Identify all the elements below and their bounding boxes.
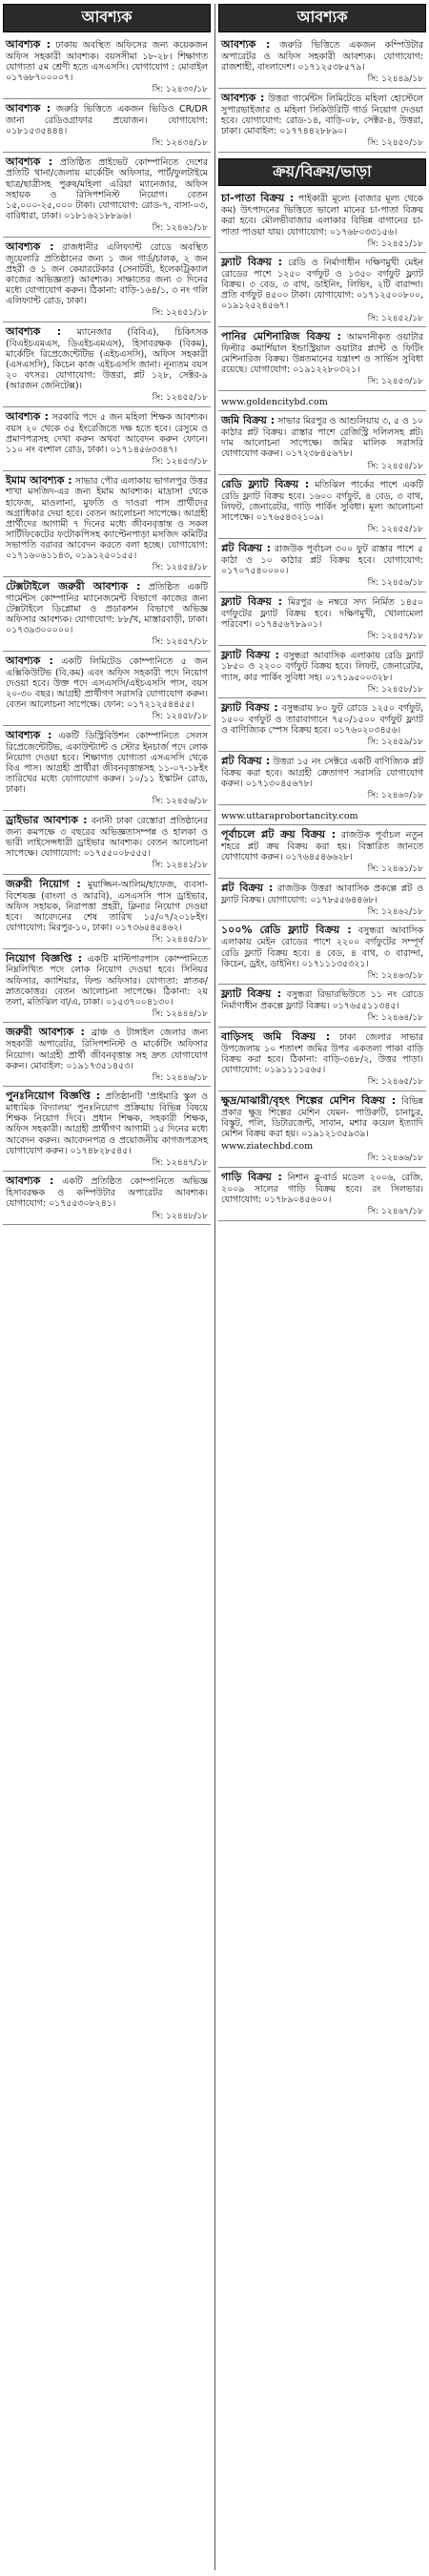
ad-reference-code: সি: ১২৪৫৫/১৮ bbox=[152, 393, 208, 404]
classified-ad bbox=[218, 921, 426, 985]
ad-reference-code: সি: ১২৪৬০/১৮ bbox=[367, 791, 423, 801]
ad-headline: ক্ষুদ্র/মাঝারী/বৃহৎ শিল্পের মেশিন বিক্রয় : bbox=[221, 1093, 397, 1107]
ad-headline: টেক্সটাইলে জরুরী আবশ্যক : bbox=[6, 579, 141, 592]
ad-headline: আবশ্যক : bbox=[6, 101, 51, 114]
ad-website-link[interactable]: www.goldencitybd.com bbox=[221, 397, 328, 408]
ad-body: আমদানীকৃত ওয়াটার ফিল্টার কমার্শিয়াল ইন্ডাস্ট্রিয়াল ওয়াটার প্ল্যান্ট ও ফিটিং মেশিনারিজ বিক্রয়। উন্নতমানের যন্ত্রাংশ ও সার্ভিস সুবিধা রয়েছে। যোগাযোগ: ০১৯১২২৮০৩২১। bbox=[221, 332, 424, 376]
ad-body: একটি ডিস্ট্রিবিউশন কোম্পানিতে সেলস রিপ্রেজেন্টেটিভ, একাউন্ট্যান্ট ও স্টোর ইনচার্জ পদে লোক নিয়োগ দেওয়া হবে। শিক্ষাগত যোগ্যতা এসএসসি থেকে বিএ পাস। আগ্রহী প্রার্থীরা জীবনবৃত্তান্তসহ ১১-০৭-১৮ইং তারিখের মধ্যে যোগাযোগ করুন। ১০/১১ ইস্কাটন রোড, ঢাকা। bbox=[6, 730, 208, 795]
classified-ad bbox=[3, 238, 211, 322]
classified-ad bbox=[218, 592, 426, 646]
classified-ad bbox=[218, 1168, 426, 1221]
ad-headline: ইমাম আবশ্যক : bbox=[6, 473, 72, 487]
ad-headline: ফ্ল্যাট বিক্রয় : bbox=[221, 987, 282, 1001]
left-ad-list bbox=[3, 35, 211, 1225]
classified-ad bbox=[218, 985, 426, 1028]
ad-reference-code: সি: ১২৪৪১/১৮ bbox=[152, 860, 208, 870]
ad-body: বনানী ঢাকা রেস্তোরা প্রতিষ্ঠানের জন্য কমপক্ষে ৩ বছরের অভিজ্ঞতাসম্পন্ন ও হালকা ও ভারী লাইসেন্সধারী ড্রাইভার আবশ্যক। বেতন আলোচনা সাপেক্ষে। যোগাযোগ: ০১৭৫৫০০৮৫৫৫। bbox=[6, 815, 209, 859]
ad-headline: গাড়ি বিক্রয় : bbox=[221, 1170, 282, 1183]
classified-ad bbox=[3, 875, 211, 949]
ad-headline: ফ্ল্যাট বিক্রয় : bbox=[221, 256, 283, 269]
ad-body: বসুন্ধরা রিভারভিউতে ১১ নং রোডে নির্মাণাধীন প্রকল্পে ফ্ল্যাট বিক্রয়। ০১৭৬৫৫১১৩৪৫। bbox=[221, 989, 423, 1012]
ad-body: রাজউক পূর্বাচল ৩০০ ফুট রাস্তার পাশে ৫ কাঠা ও ১০ কাঠার প্লট বিক্রয় হবে। যোগাযোগ: ০১৭০৭৫৪০০০০। bbox=[221, 543, 423, 577]
classified-ad bbox=[3, 153, 211, 238]
ad-body: একটি লিমিটেড কোম্পানিতে ৫ জন এক্সিকিউটিভ (বি.কম) এবং অফিস সহকারী পদে নিয়োগ দেওয়া হবে। উক্ত পদে এসএসসি/এইচএসসি পাস, বয়স ২০-৩০ বছর। আগ্রহী প্রার্থীগণ সরাসরি যোগাযোগ করুন। বেতন আলোচনা সাপেক্ষে। ফোন: ০১৭২১২৫৪৪৫৫। bbox=[6, 655, 209, 710]
right-column bbox=[218, 4, 426, 1221]
ad-reference-code: সি: ১২৪৬২/১৮ bbox=[367, 906, 423, 917]
classified-ad bbox=[3, 35, 211, 99]
ad-body: সরকারি পদে ৫ জন মহিলা শিক্ষক আবশ্যক। বয়স ২০ থেকে ৩৫ ইংরেজিতে দক্ষ হতে হবে। রেসুমে ও প্রমাণপত্রসহ দেখা করুন অথবা আবেদন করুন ফোনে। ১১০ নং বংশাল রোড, ঢাকা। ০১৭১৪৫৬৩৩৪৭। bbox=[6, 411, 208, 455]
ad-body: জরুরি ভিত্তিতে একজন ভিডিও CR/DR জানা রেডিওগ্রাফার প্রয়োজন। যোগাযোগ: ০১৮১৫৩৫৪৪৪। bbox=[6, 103, 208, 136]
classified-ad bbox=[218, 1091, 426, 1168]
ad-body: ব্রাঞ্চ ও টাঙ্গাইল জেলার জন্য সহকারী অপারেটর, রিসিপশনিস্ট ও মার্কেটিং অফিসার নিয়োগ। আগ্রহী প্রার্থী জীবনবৃত্তান্ত সহ দ্রুত যোগাযোগ করুন। মোবাইল: ০১৯১৭৩৫১৪৫৩। bbox=[6, 1028, 209, 1071]
section-header-wanted: আবশ্যক bbox=[3, 4, 211, 32]
classified-ad bbox=[3, 1172, 211, 1225]
ad-headline: আবশ্যক : bbox=[6, 654, 53, 667]
ad-headline: চা-পাতা বিক্রয় : bbox=[221, 192, 295, 205]
ad-body: নিশান ব্লু-বার্ড মডেল ২০০৬, রেজি. ২০০৯ সালের গাড়ি বিক্রয় হবে। রং সিলভার। যোগাযোগ: ০১৭৮৯০৪৫৬০০। bbox=[221, 1172, 423, 1205]
ad-reference-code: সি: ১২৪৫৬/১৮ bbox=[367, 578, 423, 589]
ad-reference-code: সি: ১২৪৫২/১৮ bbox=[367, 313, 423, 323]
classified-ad bbox=[3, 652, 211, 726]
ad-reference-code: সি: ১২৪৬১/১৮ bbox=[152, 222, 208, 233]
classified-ad bbox=[218, 752, 426, 805]
ad-headline: নিয়োগ বিজ্ঞপ্তি : bbox=[6, 951, 83, 965]
classified-ad bbox=[3, 99, 211, 153]
ad-body: সাভার মিরপুর ও আশুলিয়ায় ৩, ৫ ও ১০ কাঠার প্লট বিক্রয়। রাস্তার পাশে রেজিস্ট্রি দলিলসহ প্লট। দাম আলোচনা সাপেক্ষে। জমির মালিক সরাসরি যোগাযোগ করুন। ০১৭২৩৮৪৫৬৭৮। bbox=[221, 416, 424, 460]
ad-body: বসুন্ধরায় ৮০ ফুট রোডে ১২৫০ বর্গফুট, ১৫০০ বর্গফুট ও তারাবাগানে ৭৫০/১৫০০ বর্গফুট ফ্ল্যাট ও বাণিজ্যিক স্পেস বিক্রয় হবে। ০১৭৬০২০৩৪৫৬। bbox=[221, 703, 424, 737]
classified-ad bbox=[3, 811, 211, 875]
ad-reference-code: সি: ১২৪৬৭/১৮ bbox=[367, 1207, 423, 1217]
ad-reference-code: সি: ১২৪৫৪/১৮ bbox=[367, 461, 423, 471]
ad-reference-code: সি: ১২৪৫৩/১৮ bbox=[367, 377, 423, 387]
ad-body: পাইকারী মূল্যে (বাজার মূল্য থেকে কম) উৎপাদনের ভিত্তিতে ভালো মানের চা-পাতা বিক্রয় করা হবে। মৌলভীবাজার এলাকার বিভিন্ন বাগানের চা-পাতা পাওয়া যায়। যোগাযোগ: ০১৭৬৮০৩৩১৫৬। bbox=[221, 194, 423, 238]
classified-ad bbox=[3, 726, 211, 811]
classified-ad bbox=[3, 322, 211, 407]
ad-headline: আবশ্যক : bbox=[6, 155, 53, 168]
ad-body: ঢাকা জেলার সাভার উপজেলায় ১০ শতাংশ জমির উপর একতলা পাকা বাড়ি বিক্রয় করা হবে। ঠিকানা: বাড়ি-৩৪৮/২, উত্তর পাড়া। যোগাযোগ: ০১৯১১১১৫৬৫। bbox=[221, 1031, 423, 1076]
ad-body: রাজউক পূর্বাচল নতুন শহরে প্লট ক্রয় বিক্রয় করা হয়। বিস্তারিত জানতে যোগাযোগ করুন। ০১৭৬৪৫৪৬৬২৮। bbox=[221, 830, 424, 863]
ad-website-link[interactable]: www.uttaraprobortancity.com bbox=[221, 810, 358, 821]
ad-reference-code: সি: ১২৪৫৭/১৮ bbox=[152, 637, 208, 648]
classified-ad bbox=[3, 471, 211, 577]
ad-headline: জমি বিক্রয় : bbox=[221, 414, 276, 427]
ad-reference-code: সি: ১২৪৪৫/১৮ bbox=[152, 934, 208, 945]
ad-headline: পানির মেশিনারিজ বিক্রয় : bbox=[221, 330, 341, 343]
classified-ad bbox=[3, 407, 211, 471]
ad-reference-code: সি: ১২৪৪৮/১৮ bbox=[152, 1211, 208, 1221]
ad-reference-code: সি: ১২৪৬৫/১৮ bbox=[367, 1077, 423, 1088]
ad-reference-code: সি: ১২৪৪৭/১৮ bbox=[152, 1157, 208, 1168]
ad-headline: রেডি ফ্ল্যাট বিক্রয় : bbox=[221, 478, 310, 491]
ad-headline: ফ্ল্যাট বিক্রয় : bbox=[221, 594, 283, 608]
classified-ad bbox=[3, 1087, 211, 1172]
ad-reference-code: সি: ১২৪৪৯/১৮ bbox=[367, 74, 423, 85]
ad-reference-code: সি: ১২৪৫৪/১৮ bbox=[152, 563, 208, 573]
column-divider bbox=[214, 4, 215, 2570]
ad-body: রাজধানীর এলিফ্যান্ট রোডে অবস্থিত জুয়েলারি প্রতিষ্ঠানের জন্য ১ জন গার্ড/চালক, ২ জন প্রহরী ও ১ জন কেয়ারটেকার (সেনাটরী, ইলেকট্রিক্যাল কাজের অভিজ্ঞতা) আবশ্যক। সাক্ষাতের জন্য ৩ দিনের মধ্যে যোগাযোগ করুন। ঠিকানা: বাড়ি-১৬৪/১, ৩ নং গলি এলিফ্যান্ট রোড, ঢাকা। bbox=[6, 241, 208, 306]
classified-ad bbox=[218, 253, 426, 327]
ad-body: উত্তরা ১৫ নং সেক্টরে একটি বাণিজ্যিক প্লট বিক্রয় করা হবে। আগ্রহী ক্রেতাগণ সরাসরি যোগাযোগ করুন। ০১৭১৩০৪৫৬৭৮। bbox=[221, 757, 424, 790]
ad-headline: প্লট বিক্রয় : bbox=[221, 755, 271, 768]
ad-headline: পুনঃনিয়োগ বিজ্ঞপ্তি : bbox=[6, 1090, 101, 1103]
ad-reference-code: সি: ১২৪৫৮/১৮ bbox=[152, 712, 208, 722]
ad-headline: আবশ্যক : bbox=[6, 1174, 54, 1188]
ad-headline: আবশ্যক : bbox=[221, 37, 271, 51]
ad-body: বসুন্ধরা আবাসিক এলাকায় রেডি ফ্ল্যাট ১৮৫০ ও ২২০০ বর্গফুট বিক্রয় হবে। লিফট, জেনারেটর, গ্যাস, কার পার্কিং সুবিধা সহ। ০১৭১৯৫০০৩২৮। bbox=[221, 650, 423, 683]
ad-headline: বাড়িসহ জমি বিক্রয় : bbox=[221, 1029, 331, 1043]
ad-headline: আবশ্যক : bbox=[6, 37, 51, 51]
ad-body: বসুন্ধরা আবাসিক এলাকায় মেইন রোডের পাশে ২২০০ বর্গফুটের সম্পূর্ণ রেডি ফ্ল্যাট বিক্রয় হবে। ৪ বেড, ৪ বাথ, ৩ বারান্দা, কিচেন, ড্রইং, ডাইনিং। ০১৭১১১৩৫৩২১। bbox=[221, 925, 424, 969]
ad-headline: জরুরী আবশ্যক : bbox=[6, 1026, 85, 1039]
ad-reference-code: সি: ১২৪৫৮/১৮ bbox=[367, 684, 423, 695]
ad-body: ম্যানেজার (বিবিএ), চিকিৎসক (বিএইচএমএস, ডিএইচএমএস), হিসাবরক্ষক (বিকম), মার্কেটিং রিপ্রেজেন্টেটিভ (এইচএসসি), অফিস সহকারী (এসএসসি), কিচেন কাজ এইচএসসি জানা। নূন্যতম বয়স ২০ বৎসর। যোগাযোগ: উত্তরা, প্লট ১২৮, সেক্টর-৯ (আরজন জেনিটেক্স)। bbox=[6, 326, 209, 391]
section-header-buy-sell-rent: ক্রয়/বিক্রয়/ভাড়া bbox=[218, 158, 426, 187]
ad-reference-code: সি: ১২৪৬৬/১৮ bbox=[367, 1153, 423, 1164]
ad-headline: ড্রাইভার আবশ্যক : bbox=[6, 813, 88, 826]
ad-reference-code: সি: ১২৪৩০/১৮ bbox=[152, 85, 208, 95]
classified-ad bbox=[218, 411, 426, 475]
ad-website-link[interactable]: www.ziatechbd.com bbox=[221, 1141, 314, 1153]
ad-reference-code: সি: ১২৪৫৭/১৮ bbox=[367, 631, 423, 641]
section-header-wanted-right: আবশ্যক bbox=[218, 4, 426, 32]
ad-body: মতিঝিল পার্কের পাশে একটি রেডি ফ্ল্যাট বিক্রয় হবে। ১৬০০ বর্গফুট, ৪ বেড, ৩ বাথ, লিফট, জেনারেটর, গাড়ি পার্কিং সুবিধা। মূল্য আলোচনা সাপেক্ষে। ০১৭৬৫৪৩২১০৯। bbox=[221, 480, 423, 524]
ad-reference-code: সি: ১২৪৫৯/১৮ bbox=[367, 737, 423, 748]
ad-headline: পূর্বাচলে প্লট ক্রয় বিক্রয় : bbox=[221, 828, 337, 841]
ad-reference-code: সি: ১২৪৬৩/১৮ bbox=[367, 970, 423, 981]
classified-ad bbox=[218, 805, 426, 825]
ad-reference-code: সি: ১২৪৬৪/১৮ bbox=[367, 1013, 423, 1024]
classified-ad bbox=[218, 879, 426, 922]
left-column bbox=[3, 4, 211, 1225]
ad-reference-code: সি: ১২৪৪৬/১৮ bbox=[152, 1072, 208, 1083]
ad-body: রেডি ও নির্মাণাধীন দক্ষিণমুখী মেইন রোডের পাশে ১২৫০ বর্গফুট ও ১৩৫০ বর্গফুট ফ্ল্যাট বিক্রয়। ৩ বেড, ৩ বাথ, ডাইনিং, লিভিং, ২টি বারান্দা। প্রতি বর্গফুট ৪৫০০ টাকা। যোগাযোগ: ০১৭১২৫০০৮০০, ০১৯১২৫২৪৫৬৭। bbox=[221, 258, 423, 312]
classified-ad bbox=[3, 1023, 211, 1087]
ad-headline: আবশ্যক : bbox=[6, 728, 52, 741]
classified-ad bbox=[218, 89, 426, 153]
classified-ad bbox=[218, 391, 426, 411]
ad-reference-code: সি: ১২৪৫৫/১৮ bbox=[367, 525, 423, 535]
right-sales-ad-list bbox=[218, 189, 426, 1220]
ad-reference-code: সি: ১২৪৫১/১৮ bbox=[152, 307, 208, 318]
ad-body: প্রতিষ্ঠিত একটি গার্মেন্টস কোম্পানির ম্যানেজমেন্ট বিভাগে কাজের জন্য টেক্সটাইলে ডিপ্লোমা ও প্রডাকশন বিভাগে অভিজ্ঞ অফিসার আবশ্যক। যোগাযোগ: ৮৮/খ, মাস্তারবাড়ী, ঢাকা। ০১৭৩৯৩০০০০০। bbox=[6, 581, 208, 635]
ad-headline: ফ্ল্যাট বিক্রয় : bbox=[221, 701, 278, 715]
classified-ad bbox=[218, 1028, 426, 1091]
ad-headline: আবশ্যক : bbox=[6, 409, 50, 423]
ad-reference-code: সি: ১২৪৫৬/১৮ bbox=[152, 797, 208, 807]
classified-ad bbox=[3, 577, 211, 652]
classified-ad bbox=[218, 327, 426, 391]
ad-body: একটি প্রতিষ্ঠিত কোম্পানিতে অভিজ্ঞ হিসাবরক্ষক ও কম্পিউটার অপারেটর আবশ্যক। যোগাযোগ: ০১৭৫৫৩০৮২৪১। bbox=[6, 1176, 208, 1210]
ad-reference-code: সি: ১২৪৫৩/১৮ bbox=[152, 456, 208, 467]
ad-headline: জরুরী নিয়োগ : bbox=[6, 877, 81, 890]
ad-body: প্রতিষ্ঠানটি 'প্রাইমারি স্কুল ও মাধ্যমিক বিদ্যালয়' পুনঃনিয়োগ প্রক্রিয়ায় বিভিন্ন বিষয়ে শিক্ষক নিয়োগ দিবে। প্রধান শিক্ষক, সহকারী শিক্ষক, অফিস সহকারী। আগ্রহী প্রার্থীগণ আগামী ১৫ দিনের মধ্যে আবেদন করুন। আবেদনপত্র ও প্রয়োজনীয় কাগজপত্রসহ যোগাযোগ করুন। ০১৭৪৮২৮৫৪৫। bbox=[6, 1091, 208, 1156]
ad-headline: ফ্ল্যাট বিক্রয় : bbox=[221, 648, 279, 661]
ad-headline: ১০০% রেডি ফ্ল্যাট বিক্রয় : bbox=[221, 924, 352, 937]
classified-ad bbox=[218, 189, 426, 253]
classified-ad bbox=[218, 825, 426, 879]
ad-body: উত্তরা গার্মেন্টস লিমিটেডে মহিলা হোস্টেলে সুপারভাইজার ও মহিলা সিকিউরিটি গার্ড নিয়োগ দেওয়া হবে। যোগাযোগ: রোড-১৪, বাড়ি-০৮, সেক্টর-৪, উত্তরা, ঢাকা। মোবাইল: ০১৭৭৪৪২৮৮৯০। bbox=[221, 93, 423, 136]
ad-body: প্রতিষ্ঠিত প্রাইভেট কোম্পানিতে দেশের প্রতিটি থানা/জেলায় মার্কেটিং অফিসার, পার্ট/ফুলটাইমে ছাত্র/ছাত্রীসহ পুরুষ/মহিলা এরিয়া ম্যানেজার, অফিস সহায়ক ও রিসিপশনিস্ট নিয়োগ। বেতন ১৫,০০০-২৫,০০০ টাকা। যোগাযোগ: রোড-৭, বাসা-০৩, বারিধারা, ঢাকা। ০১৮১৬২১৮৮৯৬। bbox=[6, 156, 209, 221]
ad-headline: আবশ্যক : bbox=[6, 239, 54, 253]
ad-body: সাভার পৌর এলাকায় ভাগলপুর উত্তর শাখা মসজিদ-এর জন্য ইমাম আবশ্যক। মাদ্রাসা থেকে হাফেজ, মাওলানা, মুফতি ও দাওরা পাস প্রার্থীদের অগ্রাধিকার দেয়া হবে। বেতন আলোচনা সাপেক্ষে। আগ্রহী প্রার্থীদের আগামী ৭ দিনের মধ্যে জীবনবৃত্তান্ত ও সকল সার্টিফিকেটের ফটোকপিসহ ক্যাপ্টেনপাড়া মসজিদ কমিটির সভাপতি বরাবর আবেদন করতে বলা হচ্ছে। যোগাযোগ: ০১৭১৬০৬১১৪৩, ০১৯১২৫০১৫৫। bbox=[6, 475, 208, 562]
ad-reference-code: সি: ১২৪৩৪/১৮ bbox=[152, 137, 208, 148]
classified-ad bbox=[218, 646, 426, 699]
right-top-ad-list bbox=[218, 35, 426, 153]
classified-ad bbox=[218, 539, 426, 592]
classified-ad bbox=[3, 949, 211, 1024]
ad-headline: আবশ্যক : bbox=[221, 91, 265, 104]
ad-body: একটি মাল্টিপারপাস কোম্পানিতে নিম্নলিখিত পদে লোক নিয়োগ দেওয়া হবে। সিনিয়র অফিসার, ক্যাশিয়ার, ফিল্ড অফিসার। যোগ্যতা: স্নাতক/স্নাতকোত্তর। বেতন আলোচনা সাপেক্ষে। ঠিকানা: ২য় তলা, মতিঝিল বা/এ, ঢাকা। ০১৫৩৭০০৪১৩০। bbox=[6, 953, 208, 1008]
ad-body: বিভিন্ন প্রকার ক্ষুদ্র শিল্পের মেশিন যেমন- পাউরুটি, চানাচুর, বিস্কুট, পলি, ডিটারজেন্ট, সাবান, মশার কয়েল ইত্যাদি মেশিন বিক্রয় করা হয়। ০১৯১২১৩৫৯৩৯। bbox=[221, 1095, 423, 1139]
ad-reference-code: সি: ১২৪৬১/১৮ bbox=[367, 864, 423, 875]
ad-body: মুয়াজ্জিন-আলিম/হাফেজ, ব্যবসা-বিশেষজ্ঞ (বাংলা ও আরবি), এসএসসি পাস ড্রাইভার, অফিস সহায়ক, নিরাপত্তা প্রহরী, ক্লিনার নিয়োগ দেওয়া হবে। আবেদনের শেষ তারিখ ১৫/০৭/২০১৮ইং। যোগাযোগ: মিরপুর-১০, ঢাকা। ০১৭৩৬৫৪৫৪৬২। bbox=[6, 879, 208, 933]
classified-ad bbox=[218, 35, 426, 89]
ad-body: ঢাকায় অবস্থিত অফিসের জন্য কয়েকজন অফিস সহকারী আবশ্যক। বয়সসীমা ১৮-২৮। শিক্ষাগত যোগ্যতা ৫ম শ্রেণী হতে এসএসসি। যোগাযোগ : মোবাইল ০১৭৬৮৭০০০০৭। bbox=[6, 39, 209, 84]
ad-headline: প্লট বিক্রয় : bbox=[221, 541, 272, 554]
ad-reference-code: সি: ১২৪৪৪/১৮ bbox=[152, 1008, 208, 1019]
classified-ad bbox=[218, 475, 426, 539]
ad-reference-code: সি: ১২৪৫০/১৮ bbox=[367, 137, 423, 148]
ad-body: মিরপুর ৬ নম্বরে সদ্য নির্মিত ১৪৫০ বর্গফুটের ফ্ল্যাট বিক্রয় হবে। দক্ষিণমুখী, খোলামেলা পরিবেশ। ০১৭৪৫৬৭৮৯০১। bbox=[221, 596, 423, 630]
ad-headline: আবশ্যক : bbox=[6, 324, 62, 338]
ad-body: রাজউক উত্তরা আবাসিক প্রকল্পে প্লট ও ফ্ল্যাট বিক্রয়। যোগাযোগ: ০১৭৮৫৫৬৪৪৬৮। bbox=[221, 883, 424, 905]
ad-reference-code: সি: ১২৪৫১/১৮ bbox=[367, 239, 423, 249]
ad-headline: প্লট বিক্রয় : bbox=[221, 881, 274, 894]
ad-body: জরুরি ভিত্তিতে একজন কম্পিউটার অপারেটর ও অফিস সহকারী আবশ্যক। যোগাযোগ: রাজশাহী, বাংলাদেশ। ০১৭১২৫৩৮৫৭৯। bbox=[221, 39, 424, 73]
classified-ad bbox=[218, 698, 426, 752]
